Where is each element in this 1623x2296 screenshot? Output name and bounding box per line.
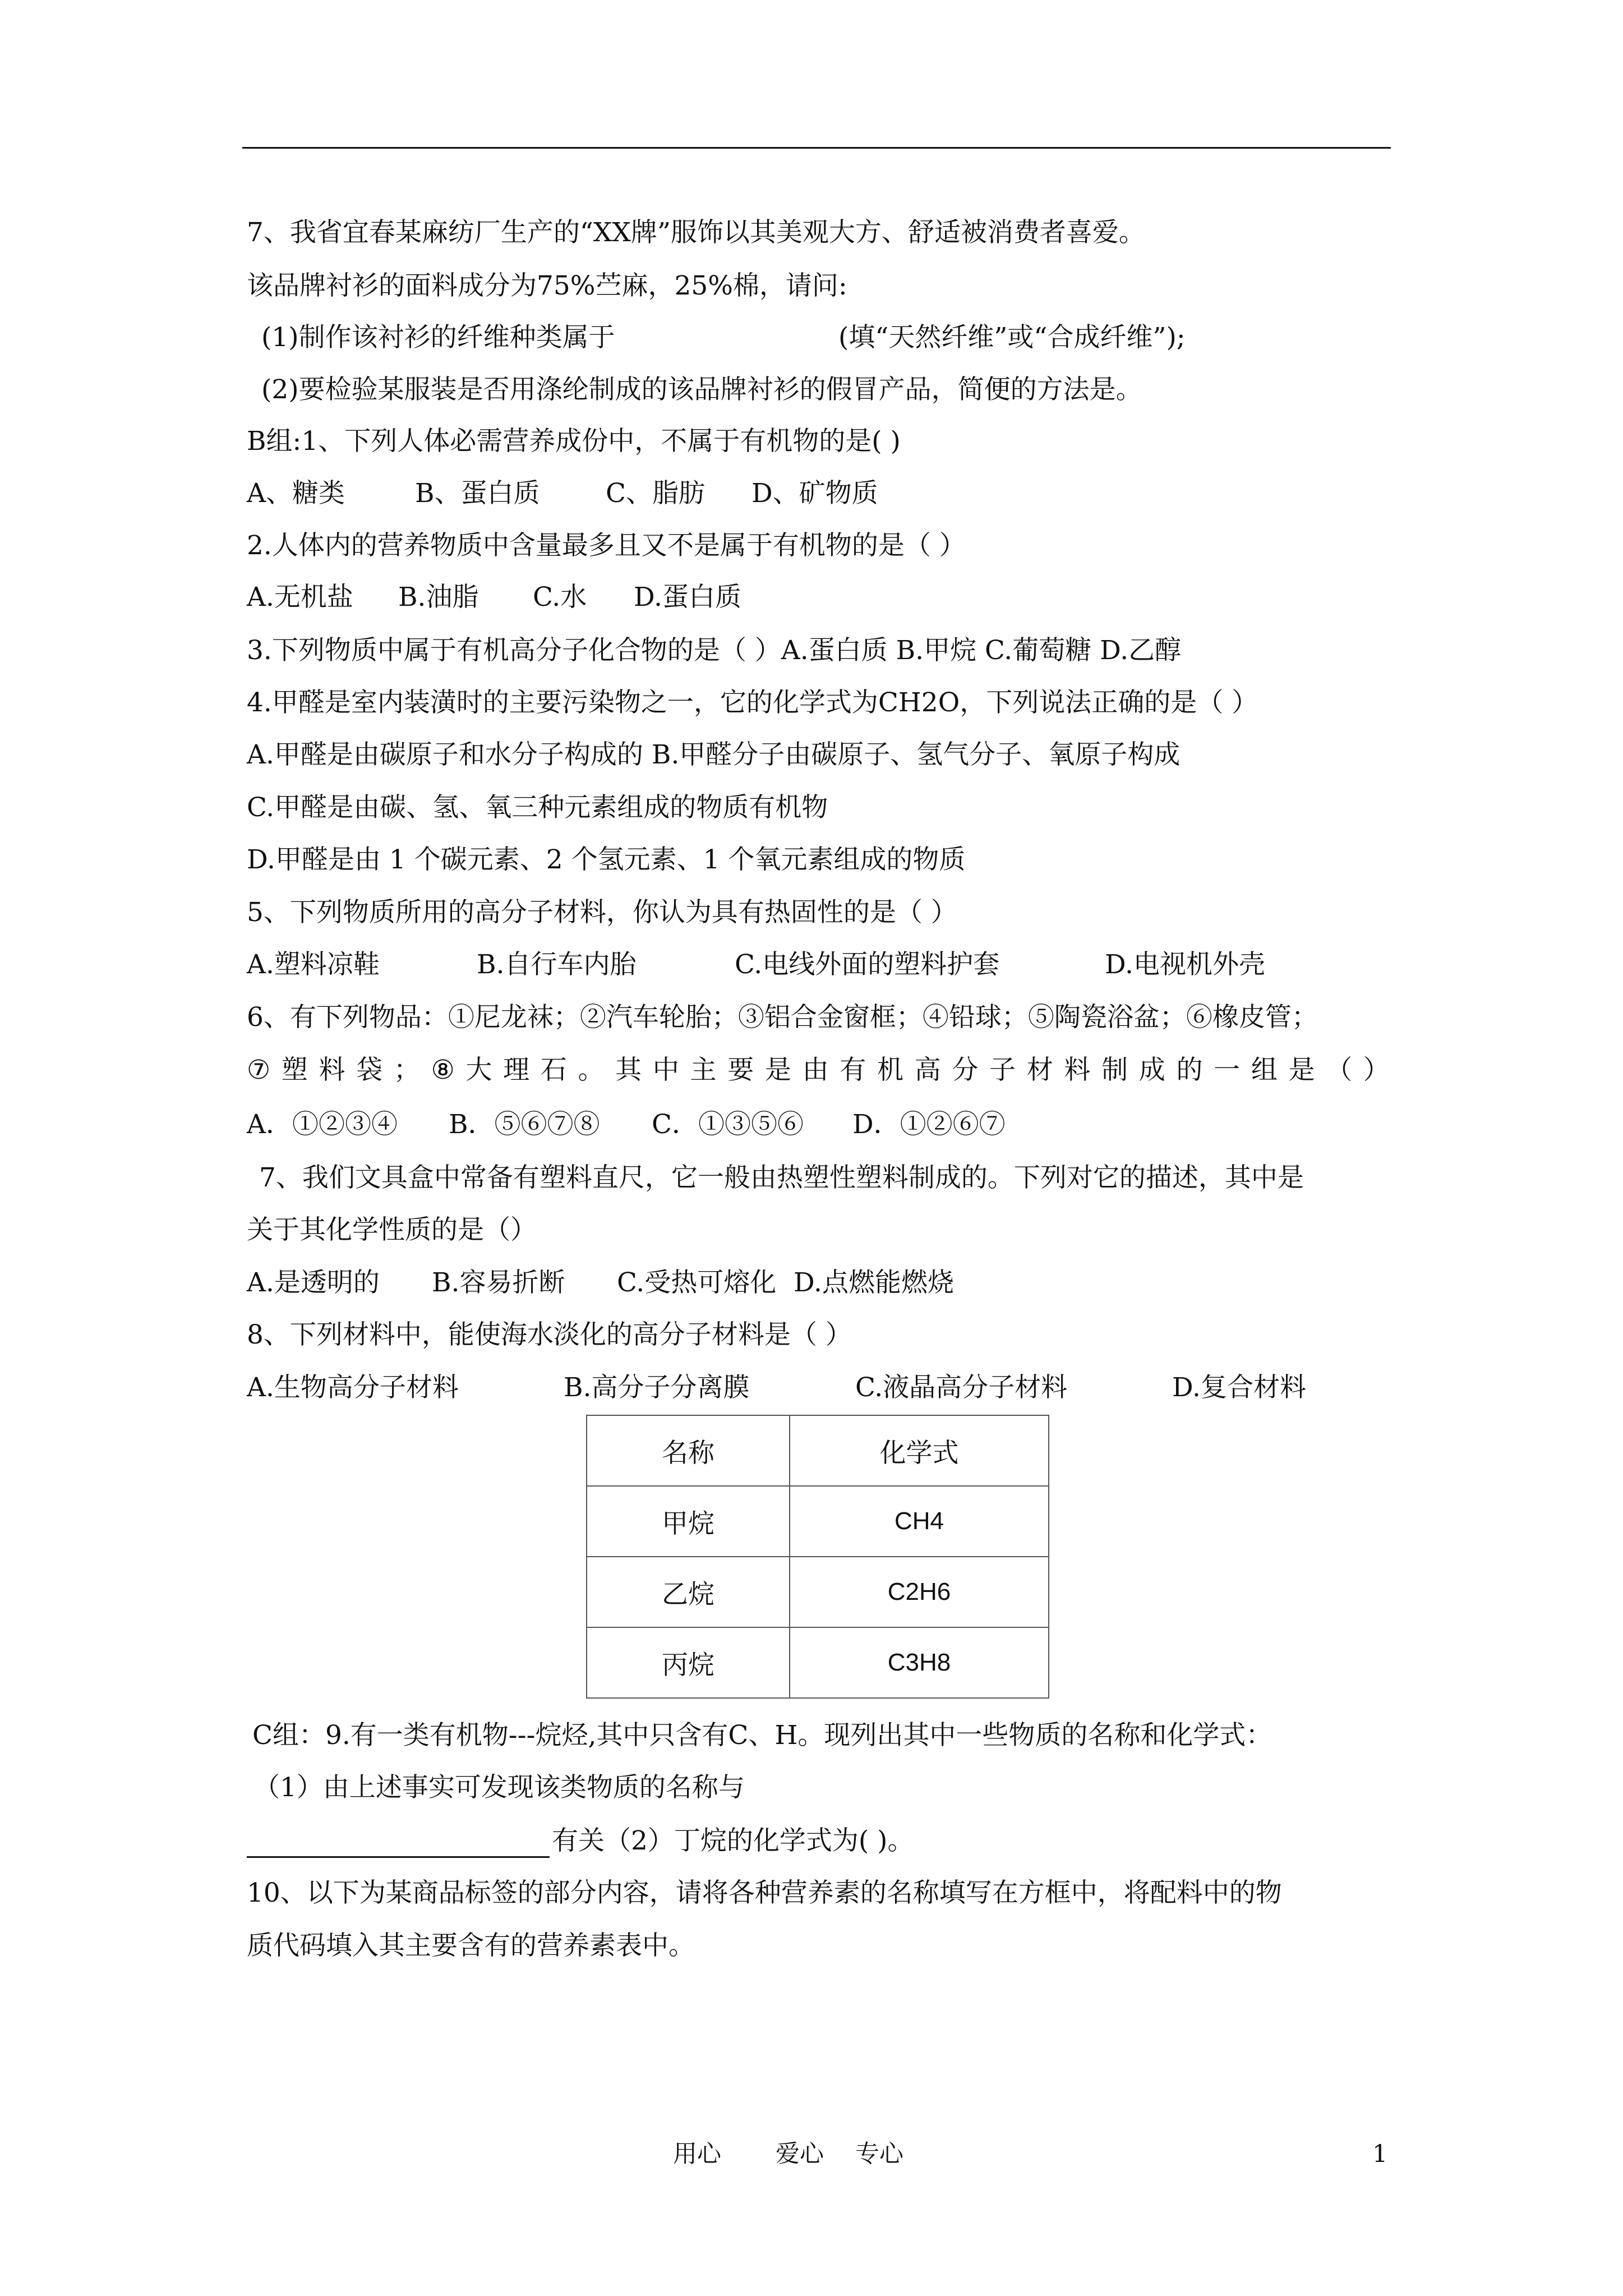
b7-options <box>247 1266 1368 1300</box>
b6-line-2-token: 一 <box>1214 1055 1241 1085</box>
b5-option-d: D.电视机外壳 <box>1105 949 1265 980</box>
b6-line-2-token: ⑧ <box>431 1055 455 1085</box>
table-cell-formula: C3H8 <box>790 1627 1049 1698</box>
b8-option-c: C.液晶高分子材料 <box>855 1372 1068 1403</box>
b6-line-2-token: 分 <box>952 1055 979 1085</box>
b6-line-2-token: 子 <box>989 1055 1016 1085</box>
b6-line-2-token: 要 <box>727 1055 754 1085</box>
b6-line-2-token: 机 <box>877 1055 903 1085</box>
table-cell-name: 乙烷 <box>587 1557 790 1627</box>
answer-blank[interactable] <box>247 1828 550 1858</box>
b6-line-2-token: 大 <box>465 1055 492 1085</box>
footer-item-2: 爱心 <box>776 2140 824 2168</box>
b4-option-c: C.甲醛是由碳、氢、氧三种元素组成的物质有机物 <box>247 792 828 823</box>
footer-item-3: 专心 <box>855 2140 903 2168</box>
b2-option-a: A.无机盐 <box>247 582 353 613</box>
page-number: 1 <box>1372 2140 1388 2168</box>
table-header-name: 名称 <box>587 1415 790 1486</box>
b4-options-ab: A.甲醛是由碳原子和水分子构成的 B.甲醛分子由碳原子、氢气分子、氧原子构成 <box>247 739 1181 770</box>
b6-option-a: A．①②③④ <box>247 1109 398 1140</box>
q7-sub2-text: (2)要检验某服装是否用涤纶制成的该品牌衬衫的假冒产品，简便的方法是。 <box>261 374 1142 405</box>
b6-line-2-token: 主 <box>690 1055 717 1085</box>
b6-line-2-token: 塑 <box>281 1055 308 1085</box>
c9-line-1: C组：9.有一类有机物---烷烃,其中只含有C、H。现列出其中一些物质的名称和化学式： <box>252 1720 1272 1751</box>
b7-option-c: C.受热可熔化 <box>617 1267 777 1298</box>
q7-sub1-hint: (填“天然纤维”或“合成纤维”); <box>838 322 1186 353</box>
table-row <box>587 1557 1049 1627</box>
b6-line-2-token: 料 <box>319 1055 345 1085</box>
b1-option-a: A、糖类 <box>247 478 345 509</box>
b4-stem: 4.甲醛是室内装潢时的主要污染物之一，它的化学式为CH2O，下列说法正确的是（ ） <box>247 687 1258 718</box>
b2-option-d: D.蛋白质 <box>634 582 741 613</box>
b6-line-2-token: 有 <box>840 1055 866 1085</box>
footer-item-1: 用心 <box>673 2140 721 2168</box>
b6-options <box>247 1108 1368 1142</box>
q10-line-1: 10、以下为某商品标签的部分内容，请将各种营养素的名称填写在方框中，将配料中的物 <box>247 1878 1282 1908</box>
b6-line-2-token: 材 <box>1026 1055 1053 1085</box>
alkane-table <box>586 1415 1049 1699</box>
b6-line-1: 6、有下列物品：①尼龙袜；②汽车轮胎；③铝合金窗框；④铅球；⑤陶瓷浴盆；⑥橡皮管； <box>247 1002 1318 1033</box>
q7-sub1-text: (1)制作该衬衫的纤维种类属于 <box>261 322 615 353</box>
table-header-formula: 化学式 <box>790 1415 1049 1486</box>
b8-option-d: D.复合材料 <box>1172 1372 1306 1403</box>
b1-options <box>247 477 1368 510</box>
b6-line-2-token: 高 <box>914 1055 941 1085</box>
b6-option-d: D．①②⑥⑦ <box>852 1109 1006 1140</box>
b2-option-b: B.油脂 <box>398 582 479 613</box>
b8-option-a: A.生物高分子材料 <box>247 1372 459 1403</box>
table-cell-name: 丙烷 <box>587 1627 790 1698</box>
b1-stem: B组:1、下列人体必需营养成份中，不属于有机物的是( ) <box>247 426 901 457</box>
table-cell-formula: C2H6 <box>790 1557 1049 1627</box>
b7-option-a: A.是透明的 <box>247 1267 380 1298</box>
table-cell-formula: CH4 <box>790 1486 1049 1557</box>
b7-option-b: B.容易折断 <box>432 1267 565 1298</box>
b8-stem: 8、下列材料中，能使海水淡化的高分子材料是（ ） <box>247 1319 852 1350</box>
b7-option-d: D.点燃能燃烧 <box>794 1267 954 1298</box>
b5-options <box>247 948 1368 982</box>
b6-line-2-token: 。 <box>578 1055 605 1085</box>
b4-option-d: D.甲醛是由 1 个碳元素、2 个氢元素、1 个氧元素组成的物质 <box>247 844 966 875</box>
q7-line-1: 7、我省宜春某麻纺厂生产的“XX牌”服饰以其美观大方、舒适被消费者喜爱。 <box>247 217 1145 248</box>
header-rule <box>242 147 1391 149</box>
c9-line-3 <box>247 1824 914 1858</box>
c9-line-2: （1）由上述事实可发现该类物质的名称与 <box>253 1772 745 1803</box>
b1-option-c: C、脂肪 <box>606 478 705 509</box>
b7-line-2: 关于其化学性质的是（） <box>247 1214 537 1245</box>
b6-line-2-token: ） <box>1363 1055 1390 1085</box>
b5-stem: 5、下列物质所用的高分子材料，你认为具有热固性的是（ ） <box>247 897 957 928</box>
b6-option-b: B．⑤⑥⑦⑧ <box>449 1109 600 1140</box>
table-header-row <box>587 1415 1049 1486</box>
b7-line-1: 7、我们文具盒中常备有塑料直尺，它一般由热塑性塑料制成的。下列对它的描述，其中是 <box>259 1162 1304 1193</box>
b8-options <box>247 1371 1368 1405</box>
q7-line-2: 该品牌衬衫的面料成分为75%苎麻，25%棉，请问: <box>247 270 847 301</box>
b1-option-d: D、矿物质 <box>751 478 878 509</box>
b6-line-2-token: ； <box>393 1055 420 1085</box>
b6-line-2-token: 的 <box>1176 1055 1203 1085</box>
b6-line-2-token: （ <box>1326 1055 1353 1085</box>
b6-line-2-token: 是 <box>764 1055 791 1085</box>
b6-line-2-token: 料 <box>1064 1055 1091 1085</box>
b6-line-2-token: 是 <box>1288 1055 1315 1085</box>
b6-line-2-token: 制 <box>1101 1055 1128 1085</box>
c9-line-3-text: 有关（2）丁烷的化学式为( )。 <box>552 1825 914 1856</box>
b6-line-2-token: 袋 <box>356 1055 383 1085</box>
b6-line-2-token: 理 <box>503 1055 530 1085</box>
b6-line-2-token: 由 <box>802 1055 829 1085</box>
b5-option-b: B.自行车内胎 <box>477 949 637 980</box>
b6-line-2-token: 石 <box>540 1055 567 1085</box>
b6-line-2 <box>247 1053 1390 1087</box>
table-cell-name: 甲烷 <box>587 1486 790 1557</box>
q10-line-2: 质代码填入其主要含有的营养素表中。 <box>247 1930 695 1961</box>
b2-stem: 2.人体内的营养物质中含量最多且又不是属于有机物的是（ ） <box>247 530 966 561</box>
table-row <box>587 1486 1049 1557</box>
b6-line-2-token: 成 <box>1138 1055 1165 1085</box>
b2-options <box>247 581 1368 614</box>
b5-option-a: A.塑料凉鞋 <box>247 949 380 980</box>
b5-option-c: C.电线外面的塑料护套 <box>735 949 1000 980</box>
b6-line-2-token: 其 <box>615 1055 642 1085</box>
b6-line-2-token: 组 <box>1251 1055 1278 1085</box>
b1-option-b: B、蛋白质 <box>415 478 540 509</box>
b3-stem: 3.下列物质中属于有机高分子化合物的是（ ）A.蛋白质 B.甲烷 C.葡萄糖 D.乙醇 <box>247 635 1182 666</box>
b6-line-2-token: 中 <box>652 1055 679 1085</box>
b2-option-c: C.水 <box>533 582 587 613</box>
b6-option-c: C．①③⑤⑥ <box>652 1109 804 1140</box>
b6-line-2-token: ⑦ <box>247 1055 271 1085</box>
b8-option-b: B.高分子分离膜 <box>564 1372 750 1403</box>
table-row <box>587 1627 1049 1698</box>
